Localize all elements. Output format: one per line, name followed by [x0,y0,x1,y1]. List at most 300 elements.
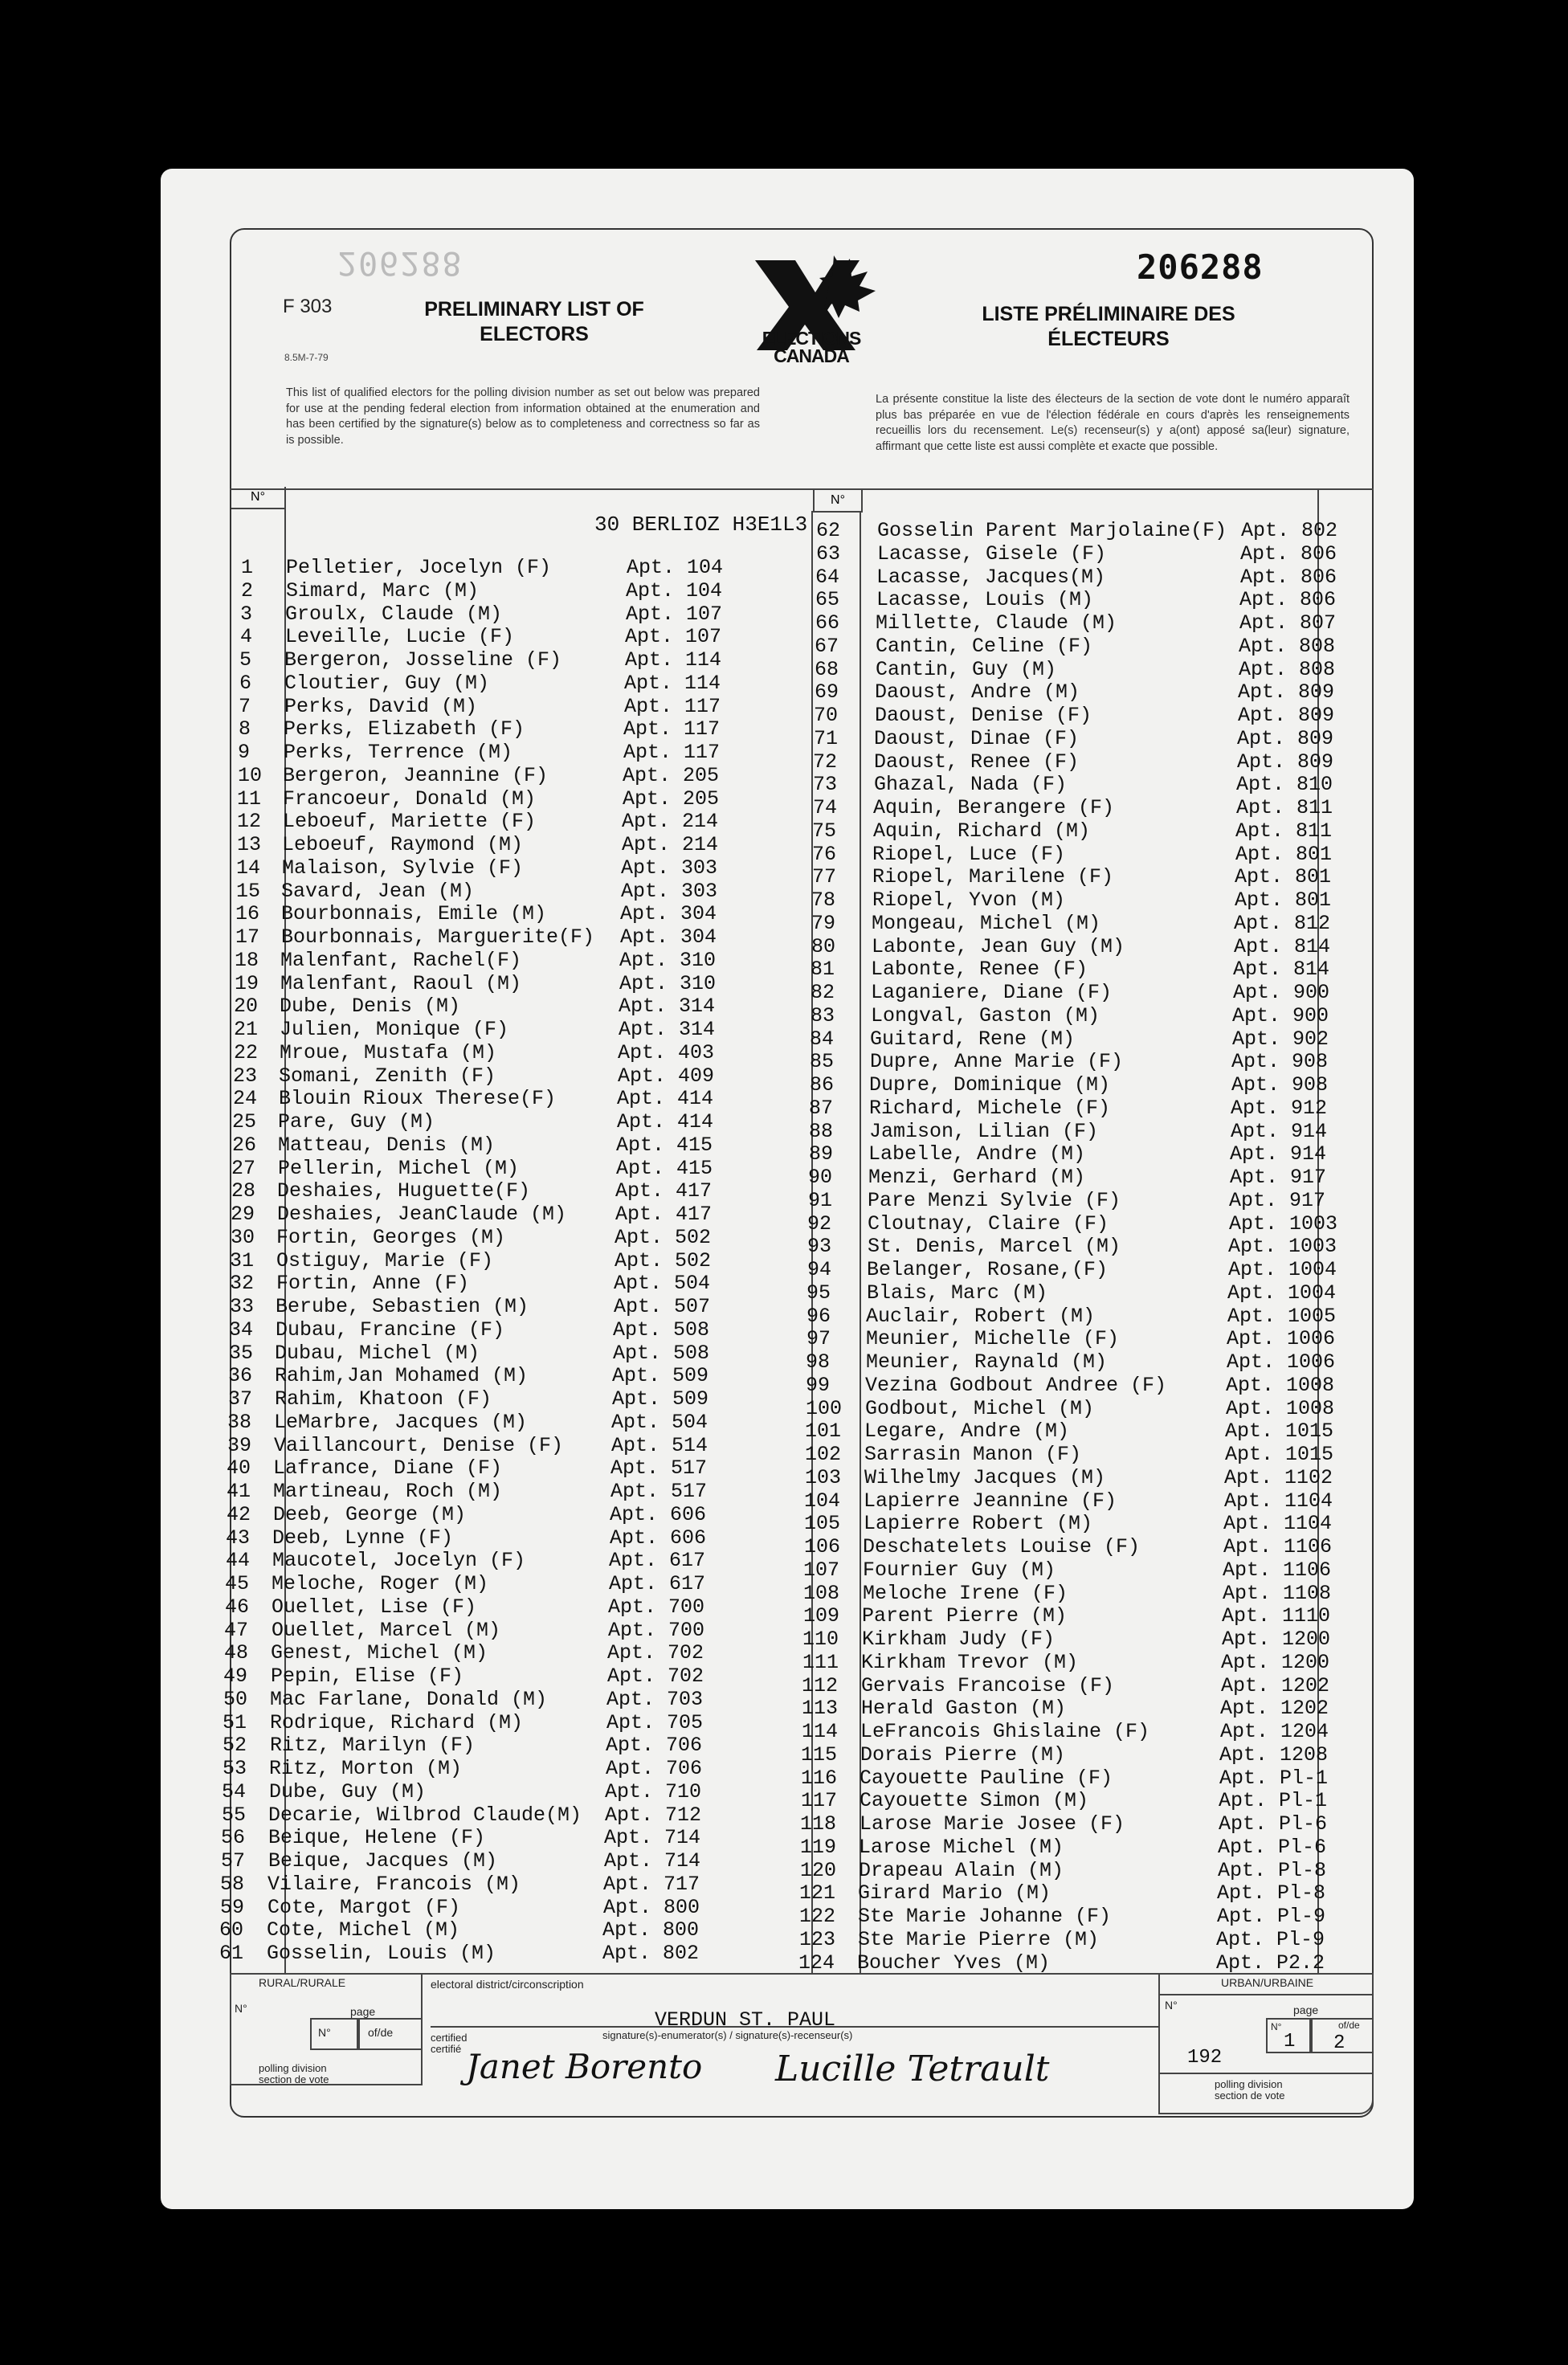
table-top-rule [230,488,1374,490]
elector-name: Ritz, Morton (M) [269,1757,463,1780]
elector-name: Francoeur, Donald (M) [283,786,537,811]
serial-number: 206288 [1137,247,1264,287]
elector-name: Pepin, Elise (F) [271,1664,464,1688]
elector-number: 122 [799,1905,836,1928]
signature-1: Janet Borento [466,2047,703,2086]
elector-apartment: Apt. 403 [618,1040,715,1064]
rural-polling-label: polling division section de vote [259,2062,329,2085]
elector-apartment: Apt. 314 [619,1018,716,1041]
elector-name: Mroue, Mustafa (M) [280,1040,497,1064]
elector-apartment: Apt. 314 [619,995,716,1019]
elector-number: 91 [808,1188,833,1212]
elector-number: 118 [800,1812,837,1836]
elector-number: 28 [231,1179,256,1203]
elector-number: 101 [805,1419,842,1444]
elector-name: Belanger, Rosane,(F) [867,1258,1109,1281]
elector-number: 10 [238,763,263,787]
elector-apartment: Apt. 1005 [1227,1304,1337,1328]
elector-number: 16 [235,902,260,926]
elector-name: Beique, Helene (F) [268,1826,486,1850]
elector-number: 109 [803,1604,840,1628]
elector-apartment: Apt. 415 [616,1156,713,1180]
elector-name: Riopel, Yvon (M) [872,888,1066,912]
elector-name: Lacasse, Louis (M) [876,588,1094,612]
elector-name: Vilaire, Francois (M) [267,1872,521,1896]
elector-name: Meunier, Raynald (M) [866,1350,1108,1374]
elector-apartment: Apt. 700 [608,1595,705,1619]
elector-name: Deeb, George (M) [273,1502,467,1526]
elector-apartment: Apt. 502 [615,1225,712,1249]
elector-name: Cloutnay, Claire (F) [868,1211,1109,1236]
elector-number: 81 [811,958,835,982]
elector-apartment: Apt. 710 [605,1779,702,1803]
elector-apartment: Apt. 809 [1237,750,1334,774]
elector-apartment: Apt. 517 [610,1456,708,1481]
elector-name: Aquin, Richard (M) [873,819,1091,843]
elector-number: 11 [237,786,262,811]
elector-name: Jamison, Lilian (F) [869,1119,1099,1143]
elector-apartment: Apt. 1104 [1224,1489,1333,1513]
elector-name: Daoust, Andre (M) [875,680,1080,705]
district-label: electoral district/circonscription [431,1978,584,1991]
elector-apartment: Apt. 1106 [1223,1535,1333,1558]
elector-apartment: Apt. 809 [1238,704,1335,727]
elector-name: Groulx, Claude (M) [285,602,503,626]
elector-name: Aquin, Berangere (F) [873,796,1115,819]
elector-name: Mongeau, Michel (M) [872,911,1101,935]
urban-no-label: N° [1165,1999,1178,2012]
elector-number: 20 [234,995,259,1019]
elector-apartment: Apt. 714 [604,1849,701,1873]
elector-number: 2 [241,578,254,602]
elector-name: Ste Marie Johanne (F) [858,1905,1112,1928]
elector-number: 69 [815,680,839,705]
elector-number: 92 [807,1211,832,1236]
elector-number: 57 [221,1849,246,1873]
elector-number: 55 [222,1803,247,1827]
elector-apartment: Apt. 504 [611,1410,708,1434]
elector-number: 104 [804,1489,841,1513]
elector-number: 19 [235,971,259,995]
elector-apartment: Apt. Pl-1 [1219,1766,1329,1790]
elector-number: 3 [240,602,253,626]
elector-name: Fournier Guy (M) [863,1558,1056,1582]
elector-name: LeMarbre, Jacques (M) [274,1410,528,1434]
elector-number: 59 [220,1895,245,1919]
elector-number: 18 [235,948,259,972]
elector-number: 116 [801,1766,838,1790]
logo-wordmark: ELECTIONS CANADA [762,328,861,366]
elector-name: Bergeron, Josseline (F) [284,648,562,672]
elector-name: Dorais Pierre (M) [860,1742,1066,1767]
elector-number: 75 [812,819,837,843]
elector-number: 40 [227,1456,251,1481]
elector-name: Ghazal, Nada (F) [874,773,1068,797]
elector-apartment: Apt. 1015 [1225,1419,1334,1444]
elector-apartment: Apt. 811 [1235,819,1333,843]
elector-name: Pare, Guy (M) [278,1110,435,1133]
elector-number: 33 [230,1295,255,1318]
elector-name: Laganiere, Diane (F) [871,981,1113,1004]
elector-apartment: Apt. 1015 [1225,1443,1334,1466]
elector-name: Wilhelmy Jacques (M) [864,1465,1106,1489]
elector-number: 100 [806,1396,843,1420]
elector-apartment: Apt. 1004 [1228,1258,1337,1281]
elector-name: Riopel, Marilene (F) [872,865,1114,889]
elector-name: Cayouette Pauline (F) [860,1766,1113,1790]
signature-2: Lucille Tetrault [775,2048,1050,2089]
elector-name: Boucher Yves (M) [857,1950,1051,1975]
title-english: PRELIMINARY LIST OF ELECTORS [424,298,644,345]
ghost-serial: 206288 [337,244,463,281]
elector-number: 86 [810,1073,835,1097]
elector-number: 60 [219,1918,244,1942]
elector-name: Kirkham Judy (F) [862,1628,1056,1651]
elector-number: 4 [240,625,253,649]
elector-apartment: Apt. 802 [1241,519,1338,542]
elector-name: Daoust, Renee (F) [874,750,1080,774]
elector-name: Lacasse, Jacques(M) [876,565,1106,589]
elector-name: Decarie, Wilbrod Claude(M) [268,1803,582,1827]
elector-number: 38 [227,1410,252,1434]
elector-apartment: Apt. 800 [603,1895,700,1919]
elector-number: 52 [223,1734,247,1758]
elector-apartment: Apt. 1006 [1227,1327,1336,1351]
elector-name: Herald Gaston (M) [861,1697,1067,1721]
elector-number: 14 [236,856,261,880]
elector-name: Ouellet, Marcel (M) [272,1618,501,1642]
elector-name: Cantin, Guy (M) [876,657,1057,681]
elector-number: 79 [811,911,836,935]
elector-number: 5 [239,648,252,672]
elector-apartment: Apt. 809 [1238,680,1335,705]
elector-number: 29 [231,1203,255,1226]
elector-apartment: Apt. 802 [602,1942,700,1965]
elector-number: 1 [241,556,254,579]
elector-apartment: Apt. 507 [614,1295,711,1318]
elector-apartment: Apt. 703 [606,1687,704,1711]
elector-apartment: Apt. 807 [1239,611,1337,635]
elector-apartment: Apt. 517 [610,1480,708,1503]
elector-name: Leboeuf, Raymond (M) [282,833,524,856]
elector-apartment: Apt. 1204 [1220,1720,1329,1743]
urban-label: URBAN/URBAINE [1221,1976,1314,1989]
elector-number: 23 [233,1064,258,1088]
elector-name: Ritz, Marilyn (F) [270,1734,476,1758]
elector-name: Cote, Margot (F) [267,1895,461,1919]
elector-number: 48 [224,1641,249,1665]
urban-no-label-2: N° [1271,2021,1282,2032]
urban-rule [1158,1994,1374,1995]
elector-name: Sarrasin Manon (F) [864,1443,1082,1466]
elector-apartment: Apt. 304 [620,925,717,949]
elector-apartment: Apt. 502 [615,1248,712,1272]
elector-apartment: Apt. 417 [615,1203,713,1226]
elector-number: 73 [813,773,838,797]
elector-name: Lapierre Jeannine (F) [864,1489,1117,1513]
elector-apartment: Apt. 806 [1240,565,1337,589]
elector-apartment: Apt. 417 [615,1179,713,1203]
elector-name: Lacasse, Gisele (F) [877,541,1107,566]
elector-name: Richard, Michele (F) [869,1096,1111,1120]
elector-number: 36 [228,1364,253,1388]
elector-name: Riopel, Luce (F) [872,842,1066,866]
elector-number: 123 [799,1927,836,1951]
elector-number: 82 [811,981,835,1004]
elector-apartment: Apt. 1200 [1222,1628,1331,1651]
elector-name: Labonte, Renee (F) [871,958,1088,982]
elector-number: 83 [811,1003,835,1027]
elector-apartment: Apt. 1006 [1227,1350,1336,1374]
elector-apartment: Apt. 304 [620,902,717,926]
elector-apartment: Apt. 714 [604,1826,701,1850]
elector-apartment: Apt. 104 [626,578,723,602]
elector-number: 124 [798,1950,835,1975]
elector-apartment: Apt. 1202 [1220,1697,1329,1721]
column-header-no-left: N° [231,487,286,509]
elector-number: 80 [811,934,836,958]
elector-number: 87 [809,1096,834,1120]
elector-name: Cote, Michel (M) [267,1918,460,1942]
elector-apartment: Apt. 114 [624,671,721,695]
elector-number: 90 [808,1166,833,1189]
elector-name: Godbout, Michel (M) [865,1396,1095,1420]
urban-of-value: 2 [1333,2032,1345,2054]
elector-apartment: Apt. 107 [626,602,723,626]
elector-name: Dupre, Anne Marie (F) [870,1050,1124,1074]
elector-number: 43 [226,1526,251,1550]
elector-name: Girard Mario (M) [858,1881,1051,1905]
elector-apartment: Apt. 900 [1233,981,1330,1004]
rural-page-cell [310,2018,358,2050]
elector-number: 115 [801,1742,838,1767]
elector-name: Blais, Marc (M) [867,1281,1048,1305]
elector-apartment: Apt. Pl-1 [1219,1789,1328,1813]
elector-apartment: Apt. 900 [1232,1003,1329,1027]
elector-name: Larose Marie Josee (F) [860,1812,1125,1836]
elector-apartment: Apt. 814 [1234,934,1331,958]
elector-apartment: Apt. 809 [1237,726,1334,750]
elector-apartment: Apt. 1004 [1227,1281,1337,1305]
elector-number: 107 [803,1558,840,1582]
elector-name: Ouellet, Lise (F) [272,1595,477,1619]
elector-apartment: Apt. 508 [613,1341,710,1365]
elector-apartment: Apt. 702 [607,1664,704,1688]
elector-name: Cayouette Simon (M) [860,1789,1089,1813]
elector-name: Simard, Marc (M) [286,578,480,602]
elector-apartment: Apt. 806 [1239,588,1337,612]
elector-name: Rodrique, Richard (M) [270,1710,524,1734]
title-french: LISTE PRÉLIMINAIRE DES ÉLECTEURS [982,303,1235,350]
elector-name: Dubau, Michel (M) [275,1341,480,1365]
elector-apartment: Apt. Pl-8 [1217,1881,1326,1905]
elector-name: Gosselin, Louis (M) [267,1942,496,1965]
rural-no-label-2: N° [318,2026,331,2039]
elector-apartment: Apt. 801 [1235,865,1332,889]
elector-name: Bergeron, Jeannine (F) [283,763,549,787]
elector-apartment: Apt. 1200 [1221,1650,1330,1674]
elector-name: Legare, Andre (M) [864,1419,1070,1444]
rural-page-label: page [350,2005,376,2018]
elector-apartment: Apt. 415 [616,1133,713,1157]
elector-number: 62 [816,519,841,542]
elector-name: Fortin, Anne (F) [276,1272,470,1296]
urban-page-label: page [1293,2004,1319,2016]
elector-apartment: Apt. 917 [1230,1166,1327,1189]
elector-name: Leboeuf, Mariette (F) [283,810,537,834]
elector-name: Pare Menzi Sylvie (F) [868,1188,1121,1212]
elector-name: Daoust, Denise (F) [875,704,1092,727]
elector-name: Blouin Rioux Therese(F) [279,1087,557,1111]
elector-apartment: Apt. 1008 [1226,1396,1335,1420]
elector-name: LeFrancois Ghislaine (F) [860,1720,1150,1743]
form-sub-code: 8.5M-7-79 [284,352,329,363]
elector-number: 106 [804,1535,841,1558]
elector-number: 85 [810,1050,835,1074]
form-code: F 303 [283,296,333,317]
elector-number: 50 [223,1687,248,1711]
elector-name: Savard, Jean (M) [281,879,475,903]
elector-name: Malenfant, Rachel(F) [280,948,522,972]
elector-name: Labelle, Andre (M) [868,1142,1086,1166]
elector-number: 54 [222,1779,247,1803]
elector-apartment: Apt. 117 [623,741,721,764]
elector-number: 58 [220,1872,245,1896]
elector-number: 77 [812,865,837,889]
elector-number: 89 [809,1142,834,1166]
elector-apartment: Apt. Pl-6 [1219,1812,1328,1836]
elector-number: 53 [223,1757,247,1780]
elector-apartment: Apt. 606 [610,1526,707,1550]
elector-apartment: Apt. 414 [617,1087,714,1111]
elector-apartment: Apt. 205 [623,763,720,787]
elector-name: Bourbonnais, Marguerite(F) [281,925,595,949]
elector-number: 51 [223,1710,247,1734]
elector-number: 74 [813,796,838,819]
elector-number: 25 [232,1110,257,1133]
elector-apartment: Apt. 514 [611,1433,708,1457]
rural-no-label: N° [235,2002,247,2015]
elector-apartment: Apt. 104 [627,556,724,579]
elector-apartment: Apt. 504 [614,1272,711,1296]
elector-name: Malaison, Sylvie (F) [282,856,524,880]
elector-number: 63 [816,541,841,566]
elector-apartment: Apt. 214 [622,833,719,856]
elector-number: 42 [227,1502,251,1526]
elector-apartment: Apt. Pl-9 [1217,1905,1326,1928]
elector-name: Dupre, Dominique (M) [869,1073,1111,1097]
elector-apartment: Apt. 1003 [1228,1235,1337,1259]
elector-number: 98 [806,1350,831,1374]
elector-name: Dube, Denis (M) [280,995,461,1019]
elector-name: Drapeau Alain (M) [859,1858,1064,1882]
elector-number: 45 [225,1572,250,1595]
elector-number: 117 [801,1789,838,1813]
district-value: VERDUN ST. PAUL [655,2008,836,2032]
elector-apartment: Apt. 1110 [1222,1604,1331,1628]
elector-name: Kirkham Trevor (M) [861,1650,1079,1674]
elector-name: Labonte, Jean Guy (M) [872,934,1125,958]
elector-apartment: Apt. 814 [1233,958,1330,982]
elector-number: 34 [229,1317,254,1342]
elector-apartment: Apt. 606 [610,1502,707,1526]
intro-french: La présente constitue la liste des électeurs de la section de vote dont le numéro apparaît plus bas préparée en vue de l'élection fédérale en cours d'après les renseignements recueillis lors du recensement. Le(s) recenseur(s) y a(ont) apposé sa(leur) signature, affirmant que cette liste est aussi complète et exacte que possible. [876,393,1350,453]
elector-name: Malenfant, Raoul (M) [280,971,522,995]
elector-name: Ostiguy, Marie (F) [276,1248,494,1272]
elector-number: 7 [239,694,251,718]
elector-name: Bourbonnais, Emile (M) [281,902,547,926]
elector-apartment: Apt. 702 [607,1641,704,1665]
elector-name: Larose Michel (M) [859,1835,1064,1859]
elector-name: Lapierre Robert (M) [864,1512,1093,1536]
elector-number: 108 [803,1581,840,1605]
elector-name: Auclair, Robert (M) [866,1304,1096,1328]
elector-name: Rahim,Jan Mohamed (M) [275,1364,529,1388]
elector-number: 17 [235,925,260,949]
elector-apartment: Apt. 310 [619,948,717,972]
elector-name: St. Denis, Marcel (M) [868,1235,1121,1259]
elector-apartment: Apt. 811 [1236,796,1333,819]
elector-apartment: Apt. 303 [621,856,718,880]
certified-label: certified certifié [431,2032,468,2055]
elector-apartment: Apt. 700 [608,1618,705,1642]
rural-label: RURAL/RURALE [259,1976,346,1989]
elector-number: 15 [236,879,261,903]
elector-apartment: Apt. 801 [1235,888,1332,912]
elector-number: 21 [234,1018,259,1041]
elector-name: Menzi, Gerhard (M) [868,1166,1086,1189]
elector-apartment: Apt. Pl-9 [1216,1927,1325,1951]
elector-number: 97 [806,1327,831,1351]
elector-number: 12 [237,810,262,834]
elector-apartment: Apt. 801 [1235,842,1333,866]
elector-name: Beique, Jacques (M) [268,1849,498,1873]
elector-name: Somani, Zenith (F) [279,1064,496,1088]
elector-apartment: Apt. 205 [623,786,720,811]
elector-apartment: Apt. 107 [625,625,722,649]
elector-number: 119 [800,1835,837,1859]
elector-name: Matteau, Denis (M) [278,1133,496,1157]
elector-number: 72 [813,750,838,774]
elector-number: 121 [799,1881,836,1905]
elector-name: Perks, Terrence (M) [284,741,513,764]
elector-name: Ste Marie Pierre (M) [858,1927,1100,1951]
elector-number: 94 [807,1258,832,1281]
elector-number: 22 [234,1040,259,1064]
elector-number: 65 [815,588,840,612]
elector-apartment: Apt. P2.2 [1216,1950,1325,1975]
elector-number: 93 [807,1235,832,1259]
district-rule [431,2026,1158,2028]
elector-apartment: Apt. 800 [602,1918,700,1942]
elector-name: Gervais Francoise (F) [861,1673,1115,1697]
elector-number: 71 [814,726,839,750]
elector-apartment: Apt. 705 [606,1710,704,1734]
urban-of-label: of/de [1338,2020,1360,2031]
elector-name: Parent Pierre (M) [862,1604,1068,1628]
elector-number: 13 [237,833,262,856]
elector-number: 47 [224,1618,249,1642]
urban-polling-label: polling division section de vote [1215,2078,1285,2102]
elector-name: Dubau, Francine (F) [276,1317,505,1342]
elector-number: 105 [804,1512,841,1536]
elector-number: 35 [229,1341,254,1365]
elector-name: Cloutier, Guy (M) [284,671,490,695]
elector-name: Deshaies, Huguette(F) [277,1179,531,1203]
elector-apartment: Apt. 414 [617,1110,714,1133]
elector-name: Mac Farlane, Donald (M) [270,1687,548,1711]
elector-name: Perks, David (M) [284,694,478,718]
